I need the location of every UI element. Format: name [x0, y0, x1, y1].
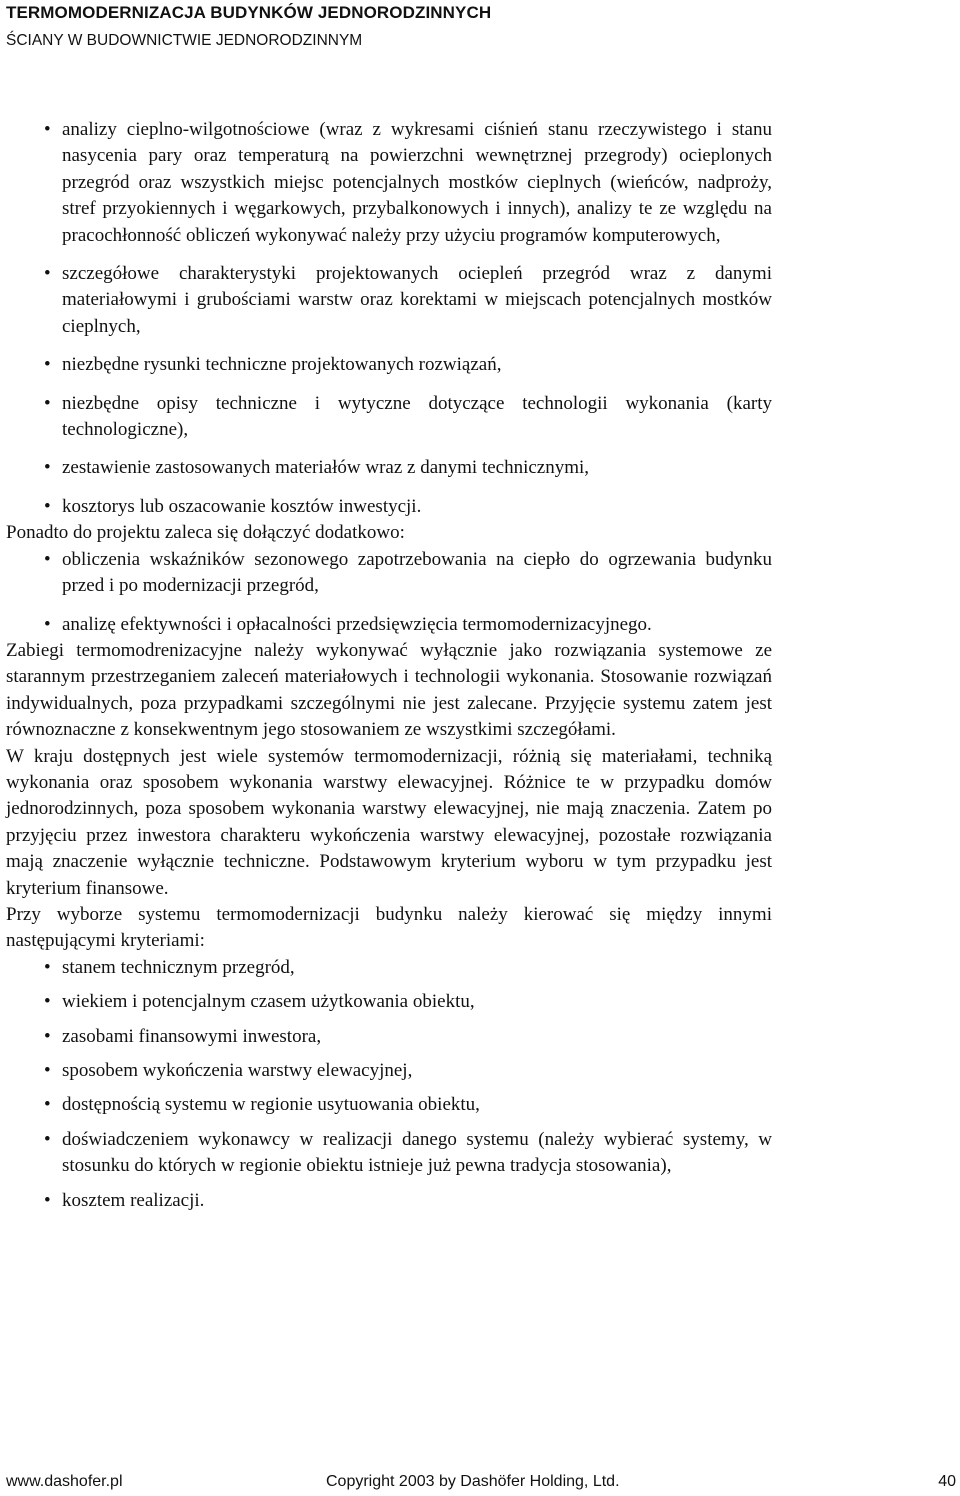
list-item-text: analizy cieplno-wilgotnościowe (wraz z wykresami ciśnień stanu rzeczywistego i stanu nasycenia pary oraz temperaturą na powierzchni wewnętrznej przegrody) ocieplonych przegród oraz wszystkich miejsc potencjalnych mostków cieplnych (wieńców, nadproży, stref przyokiennych i węgarkowych, przybalkonowych i innych), analizy te ze względu na pracochłonność obliczeń wykonywać należy przy użyciu programów komputerowych, [62, 119, 772, 246]
list-item-text: obliczenia wskaźników sezonowego zapotrzebowania na ciepło do ogrzewania budynku przed i po modernizacji przegród, [62, 548, 772, 597]
list-item-text: niezbędne rysunki techniczne projektowanych rozwiązań, [62, 354, 502, 376]
section-subtitle: ŚCIANY W BUDOWNICTWIE JEDNORODZINNYM [6, 32, 363, 49]
paragraph-additional-intro: Ponadto do projektu zaleca się dołączyć dodatkowo: [6, 522, 405, 544]
list-item-text: kosztorys lub oszacowanie kosztów inwestycji. [62, 495, 422, 517]
page-header [6, 0, 956, 51]
website-link[interactable]: www.dashofer.pl [6, 1473, 123, 1490]
bullet-icon: • [44, 1060, 51, 1081]
paragraph-selection-criteria-intro: Przy wyborze systemu termomodernizacji budynku należy kierować się między innymi następującymi kryteriami: [6, 903, 772, 952]
bullet-icon: • [44, 119, 51, 140]
bullet-icon: • [44, 1189, 51, 1211]
list-item-text: dostępnością systemu w regionie usytuowania obiektu, [62, 1094, 480, 1116]
additional-documents-list [6, 547, 772, 638]
bullet-icon: • [44, 495, 51, 517]
paragraph-available-systems: W kraju dostępnych jest wiele systemów termomodernizacji, różnią się materiałami, techniką wykonania oraz sposobem wykonania warstwy elewacyjnej. Różnice te w przypadku domów jednorodzinnych, poza sposobem wykonania warstwy elewacyjnej, nie mają znaczenia. Zatem po przyjęciu przez inwestora charakteru wykończenia warstwy elewacyjnej, pozostałe rozwiązania mają znaczenie wyłącznie techniczne. Podstawowym kryterium wyboru w tym przypadku jest kryterium finansowe. [6, 745, 772, 899]
list-item [6, 1024, 772, 1050]
bullet-icon: • [44, 1094, 51, 1116]
bullet-icon: • [44, 1128, 51, 1150]
list-item [6, 612, 772, 638]
list-item [6, 547, 772, 600]
page-footer [6, 1471, 956, 1493]
list-item [6, 1092, 772, 1118]
list-item-text: doświadczeniem wykonawcy w realizacji danego systemu (należy wybierać systemy, w stosunku do których w regionie obiektu istnieje już pewna tradycja stosowania), [62, 1128, 772, 1177]
list-item-text: zestawienie zastosowanych materiałów wraz z danymi technicznymi, [62, 457, 590, 479]
list-item [6, 1058, 772, 1084]
list-item [6, 1188, 772, 1214]
bullet-icon: • [44, 263, 51, 285]
selection-criteria-list [6, 955, 772, 1214]
bullet-icon: • [44, 956, 51, 978]
copyright-notice: Copyright 2003 by Dashöfer Holding, Ltd. [326, 1473, 620, 1490]
bullet-icon: • [44, 548, 51, 570]
list-item [6, 352, 772, 378]
bullet-icon: • [44, 354, 51, 376]
document-title: TERMOMODERNIZACJA BUDYNKÓW JEDNORODZINNYCH [6, 3, 492, 22]
bullet-icon: • [44, 991, 51, 1013]
list-item-text: sposobem wykończenia warstwy elewacyjnej, [62, 1060, 413, 1081]
bullet-icon: • [44, 613, 51, 635]
list-item [6, 261, 772, 340]
list-item [6, 117, 772, 249]
bullet-icon: • [44, 392, 51, 414]
list-item-text: kosztem realizacji. [62, 1189, 205, 1211]
list-item [6, 455, 772, 481]
list-item-text: niezbędne opisy techniczne i wytyczne dotyczące technologii wykonania (karty technologiczne), [62, 392, 772, 441]
list-item-text: zasobami finansowymi inwestora, [62, 1025, 322, 1047]
list-item [6, 391, 772, 444]
list-item [6, 1127, 772, 1180]
list-item-text: szczegółowe charakterystyki projektowanych ociepleń przegród wraz z danymi materiałowymi i grubościami warstw oraz korektami w miejscach potencjalnych mostków cieplnych, [62, 263, 772, 337]
project-contents-list [6, 117, 772, 520]
list-item [6, 494, 772, 520]
list-item [6, 955, 772, 981]
list-item-text: wiekiem i potencjalnym czasem użytkowania obiektu, [62, 991, 475, 1013]
list-item-text: stanem technicznym przegród, [62, 956, 295, 978]
paragraph-system-solutions: Zabiegi termomodrenizacyjne należy wykonywać wyłącznie jako rozwiązania systemowe ze starannym przestrzeganiem zaleceń materiałowych i technologii wykonania. Stosowanie rozwiązań indywidualnych, poza przypadkami szczególnymi nie jest zalecane. Przyjęcie systemu zatem jest równoznaczne z konsekwentnym jego stosowaniem ze wszystkimi szczegółami. [6, 639, 772, 741]
list-item [6, 989, 772, 1015]
bullet-icon: • [44, 457, 51, 479]
page-content [6, 117, 772, 1214]
list-item-text: analizę efektywności i opłacalności przedsięwzięcia termomodernizacyjnego. [62, 613, 652, 635]
bullet-icon: • [44, 1025, 51, 1047]
page-number: 40 [938, 1473, 956, 1490]
